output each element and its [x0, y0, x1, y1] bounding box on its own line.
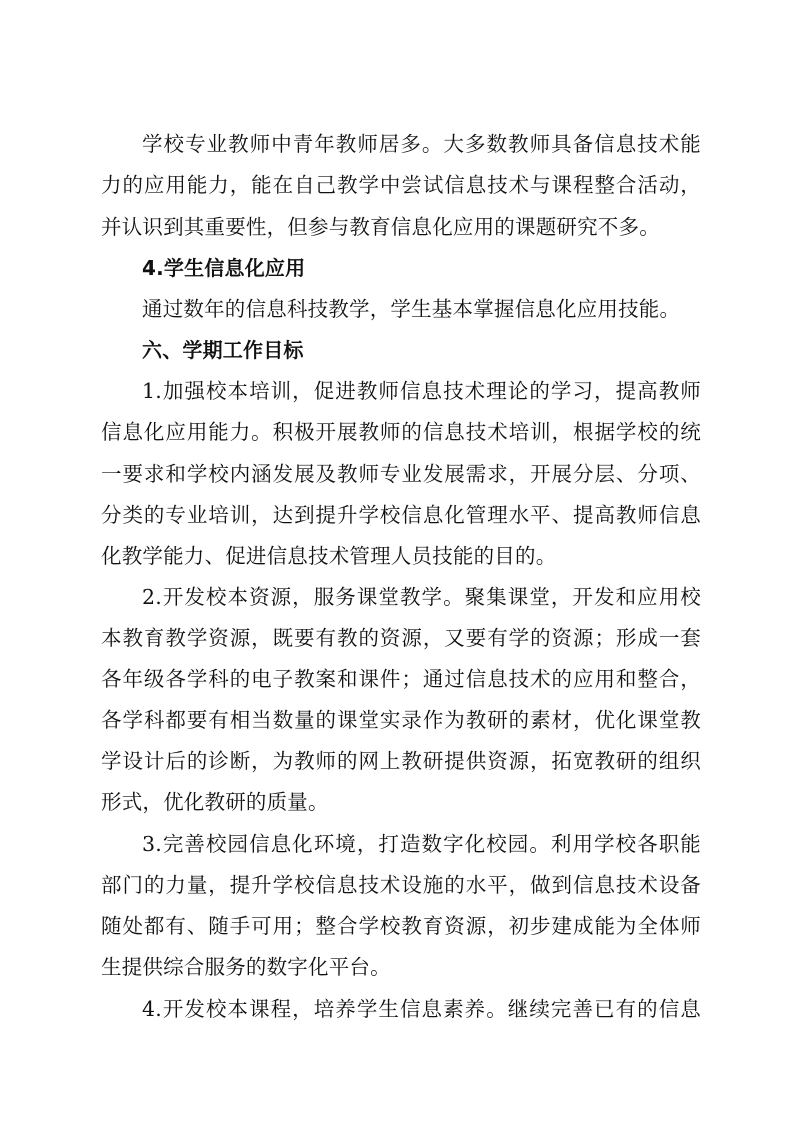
paragraph-line: 并认识到其重要性，但参与教育信息化应用的课题研究不多。 — [101, 215, 660, 239]
section-heading: 六、学期工作目标 — [142, 338, 304, 362]
paragraph-line: 形式，优化教研的质量。 — [101, 790, 329, 814]
paragraph-line: 2.开发校本资源，服务课堂教学。聚集课堂，开发和应用校 — [142, 585, 701, 609]
paragraph-line: 部门的力量，提升学校信息技术设施的水平，做到信息技术设备 — [101, 873, 701, 897]
paragraph-line: 各年级各学科的电子教案和课件；通过信息技术的应用和整合， — [101, 667, 701, 691]
paragraph-line: 本教育教学资源，既要有教的资源，又要有学的资源；形成一套 — [101, 626, 701, 650]
section-heading: 4.学生信息化应用 — [142, 256, 306, 280]
paragraph-line: 4.开发校本课程，培养学生信息素养。继续完善已有的信息 — [142, 997, 701, 1021]
paragraph-line: 通过数年的信息科技教学，学生基本掌握信息化应用技能。 — [142, 297, 681, 321]
paragraph-line: 化教学能力、促进信息技术管理人员技能的目的。 — [101, 544, 557, 568]
paragraph-line: 力的应用能力，能在自己教学中尝试信息技术与课程整合活动， — [101, 173, 701, 197]
paragraph-line: 各学科都要有相当数量的课堂实录作为教研的素材，优化课堂教 — [101, 708, 701, 732]
paragraph-line: 信息化应用能力。积极开展教师的信息技术培训，根据学校的统 — [101, 420, 701, 444]
paragraph-line: 一要求和学校内涵发展及教师专业发展需求，开展分层、分项、 — [101, 462, 701, 486]
paragraph-line: 生提供综合服务的数字化平台。 — [101, 955, 391, 979]
paragraph-line: 分类的专业培训，达到提升学校信息化管理水平、提高教师信息 — [101, 503, 701, 527]
paragraph-line: 学校专业教师中青年教师居多。大多数教师具备信息技术能 — [142, 132, 701, 156]
paragraph-line: 1.加强校本培训，促进教师信息技术理论的学习，提高教师 — [142, 379, 701, 403]
paragraph-line: 学设计后的诊断，为教师的网上教研提供资源，拓宽教研的组织 — [101, 749, 701, 773]
paragraph-line: 随处都有、随手可用；整合学校教育资源，初步建成能为全体师 — [101, 914, 701, 938]
paragraph-line: 3.完善校园信息化环境，打造数字化校园。利用学校各职能 — [142, 832, 701, 856]
